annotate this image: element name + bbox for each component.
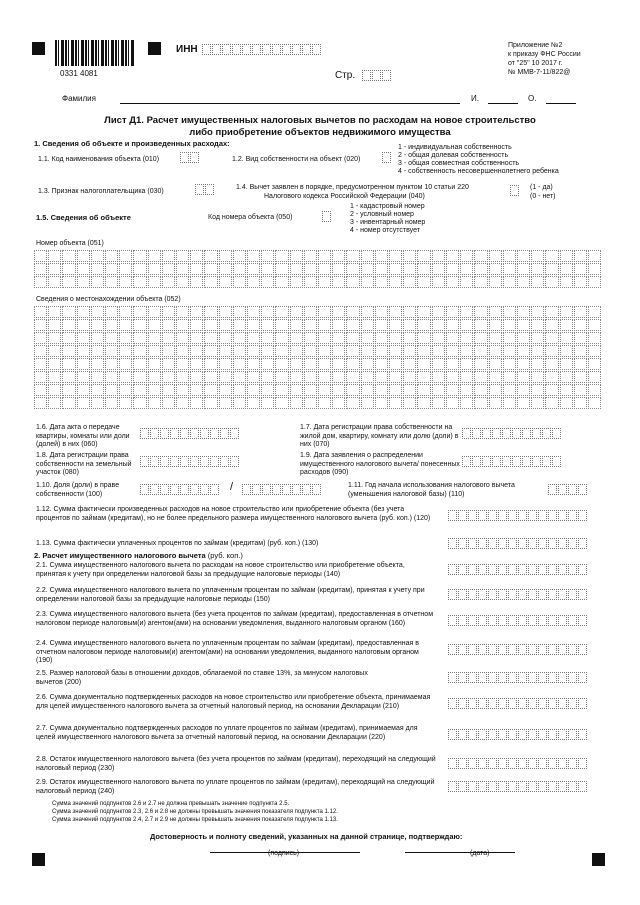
item-2-5: 2.5. Размер налоговой базы в отношении доходов, облагаемой по ставке 13%, за минусом налоговых вычетов (200)	[36, 670, 368, 686]
grid-row[interactable]	[34, 263, 602, 275]
cells-020[interactable]	[382, 152, 392, 163]
corner-marker-bottom-right	[592, 853, 605, 866]
signature-label: (подпись)	[268, 850, 300, 857]
amount-cells[interactable]	[448, 758, 588, 769]
num-opt-2: 2 - условный номер	[350, 211, 414, 218]
own-opt-3: 3 - общая совместная собственность	[398, 160, 520, 167]
amount-cells[interactable]	[448, 781, 588, 792]
cells-110[interactable]	[548, 484, 588, 495]
initial-i-line[interactable]	[488, 103, 518, 104]
initial-o-label: О.	[528, 94, 537, 103]
grid-row[interactable]	[34, 371, 602, 383]
fraction-slash: /	[230, 481, 234, 493]
barcode	[55, 40, 135, 66]
appendix-line2: к приказу ФНС России	[508, 51, 581, 58]
amount-cells[interactable]	[448, 538, 588, 549]
field-1-2: 1.2. Вид собственности на объект (020)	[232, 156, 361, 163]
amount-cells[interactable]	[448, 510, 588, 521]
cells-060[interactable]	[140, 428, 240, 439]
own-opt-4: 4 - собственность несовершеннолетнего ребенка	[398, 168, 559, 175]
item-2-3: 2.3. Сумма имущественного налогового вычета (без учета процентов по займам (кредитам), предоставленная в отчетном налоговом периоде налоговым(и) агентом(ами) на основании уведомления, выданного налоговым органом (160)	[36, 611, 434, 627]
surname-line[interactable]	[120, 103, 460, 104]
grid-row[interactable]	[34, 319, 602, 331]
location-label: Сведения о местонахождении объекта (052)	[36, 296, 181, 303]
field-1-6: 1.6. Дата акта о передаче квартиры, комнаты или доли (долей) в них (060)	[36, 424, 130, 448]
cells-050[interactable]	[322, 211, 332, 222]
amount-cells[interactable]	[448, 644, 588, 655]
inn-cells[interactable]	[202, 44, 322, 55]
field-1-4a: 1.4. Вычет заявлен в порядке, предусмотренном пунктом 10 статьи 220	[236, 184, 469, 191]
amount-cells[interactable]	[448, 729, 588, 740]
item-2-9: 2.9. Остаток имущественного налогового вычета по уплате процентов по займам (кредитам), переходящий на следующий налоговый период (240)	[36, 779, 435, 795]
appendix-line4: № ММВ-7-11/822@	[508, 69, 571, 76]
corner-marker-bottom-left	[32, 853, 45, 866]
field-1-1: 1.1. Код наименования объекта (010)	[38, 156, 160, 163]
grid-row[interactable]	[34, 332, 602, 344]
corner-marker-top-mid	[148, 42, 161, 55]
title-line2: либо приобретение объектов недвижимого имущества	[189, 127, 451, 138]
initial-i-label: И.	[471, 94, 479, 103]
initial-o-line[interactable]	[546, 103, 576, 104]
own-opt-1: 1 - индивидуальная собственность	[398, 144, 512, 151]
grid-row[interactable]	[34, 276, 602, 288]
yes-label: (1 - да)	[530, 184, 553, 191]
grid-row[interactable]	[34, 384, 602, 396]
field-1-10: 1.10. Доля (доли) в праве собственности (100)	[36, 482, 120, 498]
item-2-1: 2.1. Сумма имущественного налогового вычета по расходам на новое строительство или приобретение объекта, принятая к учету при определении налоговой базы за предыдущие налоговые периоды (140)	[36, 562, 405, 578]
amount-cells[interactable]	[448, 672, 588, 683]
amount-cells[interactable]	[448, 615, 588, 626]
grid-row[interactable]	[34, 345, 602, 357]
field-1-5: 1.5. Сведения об объекте	[36, 213, 131, 222]
field-1-8: 1.8. Дата регистрации права собственности на земельный участок (080)	[36, 452, 132, 476]
object-number-label: Номер объекта (051)	[36, 240, 104, 247]
field-1-7: 1.7. Дата регистрации права собственности на жилой дом, квартиру, комнату или долю (доли) в них (070)	[300, 424, 459, 448]
page-cells[interactable]	[362, 70, 392, 81]
title-line1: Лист Д1. Расчет имущественных налоговых вычетов по расходам на новое строительство	[104, 115, 536, 126]
cells-040[interactable]	[510, 185, 520, 196]
cells-010[interactable]	[180, 152, 200, 163]
num-opt-1: 1 - кадастровый номер	[350, 203, 425, 210]
cells-100-b[interactable]	[242, 484, 322, 495]
note-1: Сумма значений подпунктов 2.6 и 2.7 не должна превышать значение подпункта 2.5.	[52, 801, 290, 807]
amount-cells[interactable]	[448, 589, 588, 600]
num-opt-3: 3 - инвентарный номер	[350, 219, 426, 226]
grid-row[interactable]	[34, 250, 602, 262]
cells-080[interactable]	[140, 456, 240, 467]
note-3: Сумма значений подпунктов 2.4, 2.7 и 2.9 не должны превышать значения показателя подпункта 1.13.	[52, 817, 338, 823]
item-2-6: 2.6. Сумма документально подтвержденных расходов на новое строительство или приобретение объекта, принимаемая для целей имущественного налогового вычета за отчетный налоговый период, на основании Декларации (210)	[36, 694, 431, 710]
amount-cells[interactable]	[448, 698, 588, 709]
appendix-line1: Приложение №2	[508, 42, 563, 49]
cells-090[interactable]	[462, 456, 562, 467]
inn-label: ИНН	[176, 44, 198, 55]
grid-row[interactable]	[34, 397, 602, 409]
confirm-text: Достоверность и полноту сведений, указанных на данной странице, подтверждаю:	[150, 832, 463, 841]
field-1-13: 1.13. Сумма фактически уплаченных процентов по займам (кредитам) (руб. коп.) (130)	[36, 540, 319, 547]
cells-100-a[interactable]	[140, 484, 220, 495]
amount-cells[interactable]	[448, 564, 588, 575]
date-line[interactable]	[405, 852, 515, 853]
date-label: (дата)	[470, 850, 490, 857]
no-label: (0 - нет)	[530, 193, 556, 200]
appendix-line3: от "25" 10 2017 г.	[508, 60, 563, 67]
field-1-4b: Налогового кодекса Российской Федерации (040)	[264, 193, 425, 200]
own-opt-2: 2 - общая долевая собственность	[398, 152, 509, 159]
cells-030[interactable]	[195, 184, 215, 195]
num-opt-4: 4 - номер отсутствует	[350, 227, 420, 234]
item-2-7: 2.7. Сумма документально подтвержденных расходов по уплате процентов по займам (кредитам), принимаемая для целей имущественного налогового вычета за отчетный налоговый период, на основании Декларации (220)	[36, 725, 418, 741]
field-1-3: 1.3. Признак налогоплательщика (030)	[38, 188, 164, 195]
item-2-2: 2.2. Сумма имущественного налогового вычета по уплаченным процентам по займам (кредитам), принятая к учету при определении налоговой базы за предыдущие налоговые периоды (150)	[36, 587, 425, 603]
field-1-11: 1.11. Год начала использования налогового вычета (уменьшения налоговой базы) (110)	[348, 482, 515, 498]
field-1-9: 1.9. Дата заявления о распределении имущественного налогового вычета/ понесенных расходов (090)	[300, 452, 460, 476]
section2-heading: 2. Расчет имущественного налогового вычета (руб. коп.)	[34, 551, 243, 560]
grid-row[interactable]	[34, 306, 602, 318]
surname-label: Фамилия	[62, 94, 96, 103]
cells-070[interactable]	[462, 428, 562, 439]
field-1-5-code: Код номера объекта (050)	[208, 214, 293, 221]
corner-marker-top-left	[32, 42, 45, 55]
item-2-4: 2.4. Сумма имущественного налогового вычета по уплаченным процентам по займам (кредитам), предоставленная в отчетном налоговом периоде налоговым(и) агентом(ами) на основании уведомления, выданного налоговым органом (190)	[36, 640, 419, 664]
field-1-12: 1.12. Сумма фактически произведенных расходов на новое строительство или приобретение объекта (без учета процентов по займам (кредитам), но не более предельного размера имущественного налогового вычета (руб. коп.) (120)	[36, 506, 431, 522]
section1-heading: 1. Сведения об объекте и произведенных расходах:	[34, 139, 230, 148]
barcode-numbers: 0331 4081	[60, 69, 98, 78]
note-2: Сумма значений подпунктов 2.3, 2.6 и 2.8 не должны превышать значения показателя подпункта 1.12.	[52, 809, 338, 815]
item-2-8: 2.8. Остаток имущественного налогового вычета (без учета процентов по займам (кредитам), переходящий на следующий налоговый период (230)	[36, 756, 436, 772]
page-label: Стр.	[335, 70, 356, 81]
grid-row[interactable]	[34, 358, 602, 370]
